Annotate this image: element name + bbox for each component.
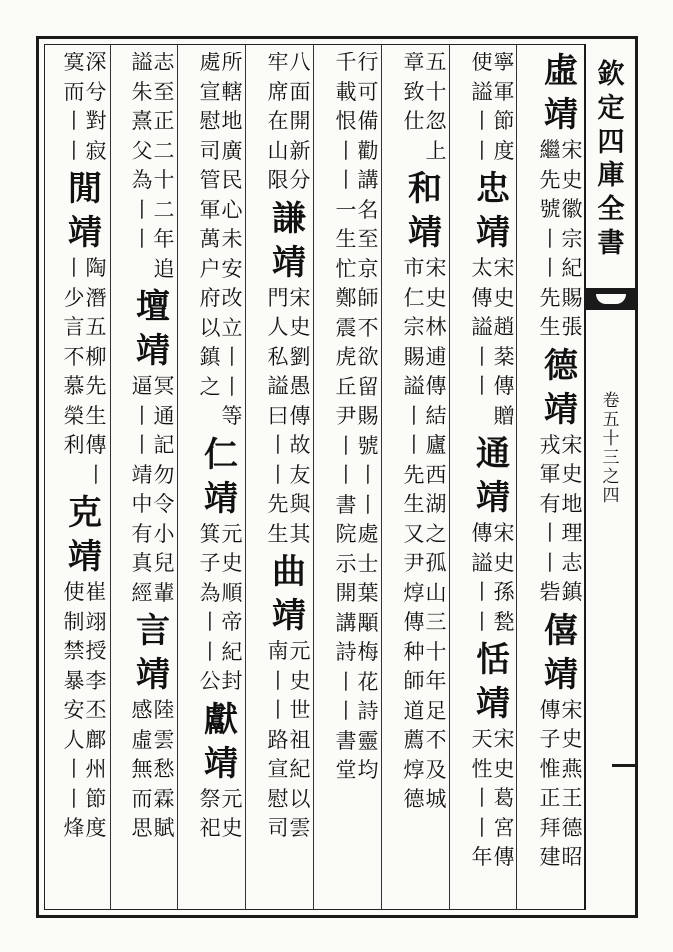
annotation-line: 元 史 世 祖 紀 以 雲 xyxy=(289,639,310,840)
annotation-line: 牢 席 在 山 限 xyxy=(268,52,289,192)
headword-char: 靖 xyxy=(476,213,510,253)
annotation-pair xyxy=(268,285,310,554)
headword-char: 曲 xyxy=(272,552,306,592)
annotation-pair xyxy=(268,52,310,200)
headword-char: 克 xyxy=(68,493,102,533)
annotation-line: 冥 通 記 勿 令 小 兒 輩 xyxy=(153,374,174,605)
headword-char: 靖 xyxy=(204,743,238,784)
annotation-pair xyxy=(540,140,582,347)
column-rule xyxy=(245,44,246,910)
annotation-line: 宋 史 燕 王 德 昭 xyxy=(561,697,582,869)
headword-char: 靖 xyxy=(544,95,578,135)
annotation-line: 市 仁 宗 賜 謚 丨 丨 先 生 又 尹 焞 傳 种 師 道 薦 焞 德 xyxy=(404,256,425,811)
annotation-line: 陸 雲 愁 霖 賦 xyxy=(153,698,174,840)
annotation-line: 志 至 正 二 十 二 年 追 xyxy=(153,52,174,281)
headword-char: 靖 xyxy=(204,478,238,519)
annotation-pair xyxy=(200,786,242,848)
annotation-line: 宋 史 徽 宗 紀 賜 張 xyxy=(561,138,582,339)
annotation-line: 宋 史 趙 棻 傳 贈 xyxy=(493,256,514,428)
annotation-line: 謚 朱 熹 父 為 丨 丨 xyxy=(132,52,153,251)
series-title: 欽 定 四 庫 全 書 xyxy=(597,59,625,259)
headword-char: 靖 xyxy=(476,478,510,518)
annotation-line: 五 十 忽 上 xyxy=(425,52,446,163)
annotation-pair xyxy=(472,729,514,877)
headword-char: 靖 xyxy=(544,654,578,695)
text-column xyxy=(404,52,446,902)
headword-char: 恬 xyxy=(476,640,510,680)
annotation-line: 所 轄 地 廣 民 心 未 安 改 立 丨 丨 等 xyxy=(221,52,242,428)
margin-tick xyxy=(612,764,638,767)
annotation-pair xyxy=(132,700,174,848)
annotation-line: 逼 丨 丨 靖 中 有 真 經 xyxy=(132,374,153,605)
annotation-line: 陶 潛 五 柳 先 生 傳 丨 xyxy=(85,256,106,487)
annotation-pair xyxy=(64,582,106,848)
annotation-line: 八 面 開 新 分 xyxy=(289,52,310,192)
volume-mark: 卷 五 十 三 之 四 xyxy=(602,391,620,507)
annotation-pair xyxy=(540,697,582,877)
column-rule xyxy=(449,44,450,910)
headword-char: 靖 xyxy=(544,389,578,430)
annotation-pair xyxy=(64,52,106,170)
annotation-line: 太 傳 謚 丨 丨 xyxy=(472,256,493,398)
text-column xyxy=(336,52,378,902)
annotation-line: 宋 史 地 理 志 鎮 xyxy=(561,432,582,604)
headword-char: 和 xyxy=(408,169,442,209)
annotation-pair xyxy=(404,258,446,819)
headword-char: 靖 xyxy=(272,242,306,283)
text-column xyxy=(540,52,582,902)
annotation-line: 南 丨 丨 路 宣 慰 司 xyxy=(268,639,289,840)
column-rule xyxy=(110,44,111,910)
column-rule xyxy=(313,44,314,910)
headword-char: 德 xyxy=(544,345,578,386)
annotation-line: 傳 謚 丨 丨 xyxy=(472,521,493,634)
column-rule xyxy=(177,44,178,910)
headword-char: 靖 xyxy=(476,684,510,724)
annotation-pair xyxy=(472,258,514,435)
annotation-line: 元 史 xyxy=(221,786,242,840)
annotation-pair xyxy=(472,52,514,170)
text-column xyxy=(472,52,514,902)
annotation-line: 寞 而 丨 丨 xyxy=(64,52,85,163)
headword-char: 仁 xyxy=(204,434,238,475)
headword-char: 靖 xyxy=(68,537,102,577)
annotation-line: 宋 史 孫 甃 xyxy=(493,521,514,634)
headword-char: 通 xyxy=(476,434,510,474)
headword-char: 靖 xyxy=(408,213,442,253)
annotation-pair xyxy=(268,641,310,848)
headword-char: 僖 xyxy=(544,610,578,651)
annotation-line: 戎 軍 有 丨 丨 砦 xyxy=(540,432,561,604)
annotation-pair xyxy=(132,376,174,612)
annotation-pair xyxy=(64,258,106,494)
annotation-line: 繼 先 號 丨 丨 先 生 xyxy=(540,138,561,339)
annotation-line: 元 史 順 帝 紀 封 xyxy=(221,521,242,693)
fish-tail-mark xyxy=(584,288,638,310)
annotation-pair xyxy=(472,523,514,641)
text-column xyxy=(132,52,174,902)
headword-char: 言 xyxy=(136,611,170,651)
text-column xyxy=(64,52,106,902)
annotation-line: 章 致 仕 xyxy=(404,52,425,133)
annotation-line: 崔 翊 授 李 丕 鄜 州 節 度 xyxy=(85,580,106,840)
annotation-line: 使 謚 丨 丨 xyxy=(472,52,493,163)
headword-char: 虛 xyxy=(544,52,578,91)
annotation-pair xyxy=(132,52,174,288)
text-column xyxy=(268,52,310,902)
headword-char: 靖 xyxy=(272,596,306,636)
headword-char: 靖 xyxy=(136,331,170,371)
headword-char: 獻 xyxy=(204,699,238,740)
annotation-line: 深 兮 對 寂 xyxy=(85,52,106,163)
annotation-line: 使 制 禁 暴 安 人 丨 丨 烽 xyxy=(64,580,85,840)
annotation-line: 千 載 恨 丨 丨 一 生 忙 鄭 震 虎 丘 尹 丨 丨 書 院 示 開 講 詩 丨 丨 書 堂 xyxy=(336,52,357,782)
headword-char: 壇 xyxy=(136,287,170,327)
annotation-line: 箕 子 為 丨 丨 公 xyxy=(200,521,221,693)
annotation-pair xyxy=(540,432,582,612)
annotation-line: 宋 史 林 逋 傳 結 廬 西 湖 之 孤 山 三 十 年 足 不 及 城 xyxy=(425,256,446,811)
annotation-line: 感 虛 無 而 思 xyxy=(132,698,153,840)
text-column xyxy=(200,52,242,902)
headword-char: 閒 xyxy=(68,169,102,209)
annotation-line: 處 宣 慰 司 管 軍 萬 户 府 以 鎮 之 xyxy=(200,52,221,399)
annotation-line: 寧 軍 節 度 xyxy=(493,52,514,163)
annotation-line: 宋 史 劉 愚 傳 故 友 與 其 xyxy=(289,285,310,546)
annotation-pair xyxy=(200,521,242,701)
annotation-line: 傳 子 惟 正 拜 建 xyxy=(540,697,561,869)
annotation-line: 祭 祀 xyxy=(200,786,221,840)
column-rule xyxy=(381,44,382,910)
headword-char: 謙 xyxy=(272,198,306,239)
annotation-pair xyxy=(200,52,242,436)
headword-char: 靖 xyxy=(68,213,102,253)
column-rule xyxy=(516,44,517,910)
annotation-line: 行 可 備 勸 講 名 至 京 師 不 欲 留 賜 號 丨 丨 處 士 葉 顒 梅 花 詩 靈 均 xyxy=(357,52,378,782)
annotation-line: 宋 史 葛 宮 傳 xyxy=(493,727,514,869)
headword-char: 忠 xyxy=(476,169,510,209)
annotation-pair xyxy=(404,52,446,170)
annotation-line: 天 性 丨 丨 年 xyxy=(472,727,493,869)
headword-char: 靖 xyxy=(136,655,170,695)
annotation-line: 丨 少 言 不 慕 榮 利 xyxy=(64,256,85,457)
annotation-line: 門 人 私 謚 曰 丨 丨 先 生 xyxy=(268,285,289,546)
annotation-pair xyxy=(336,52,378,790)
